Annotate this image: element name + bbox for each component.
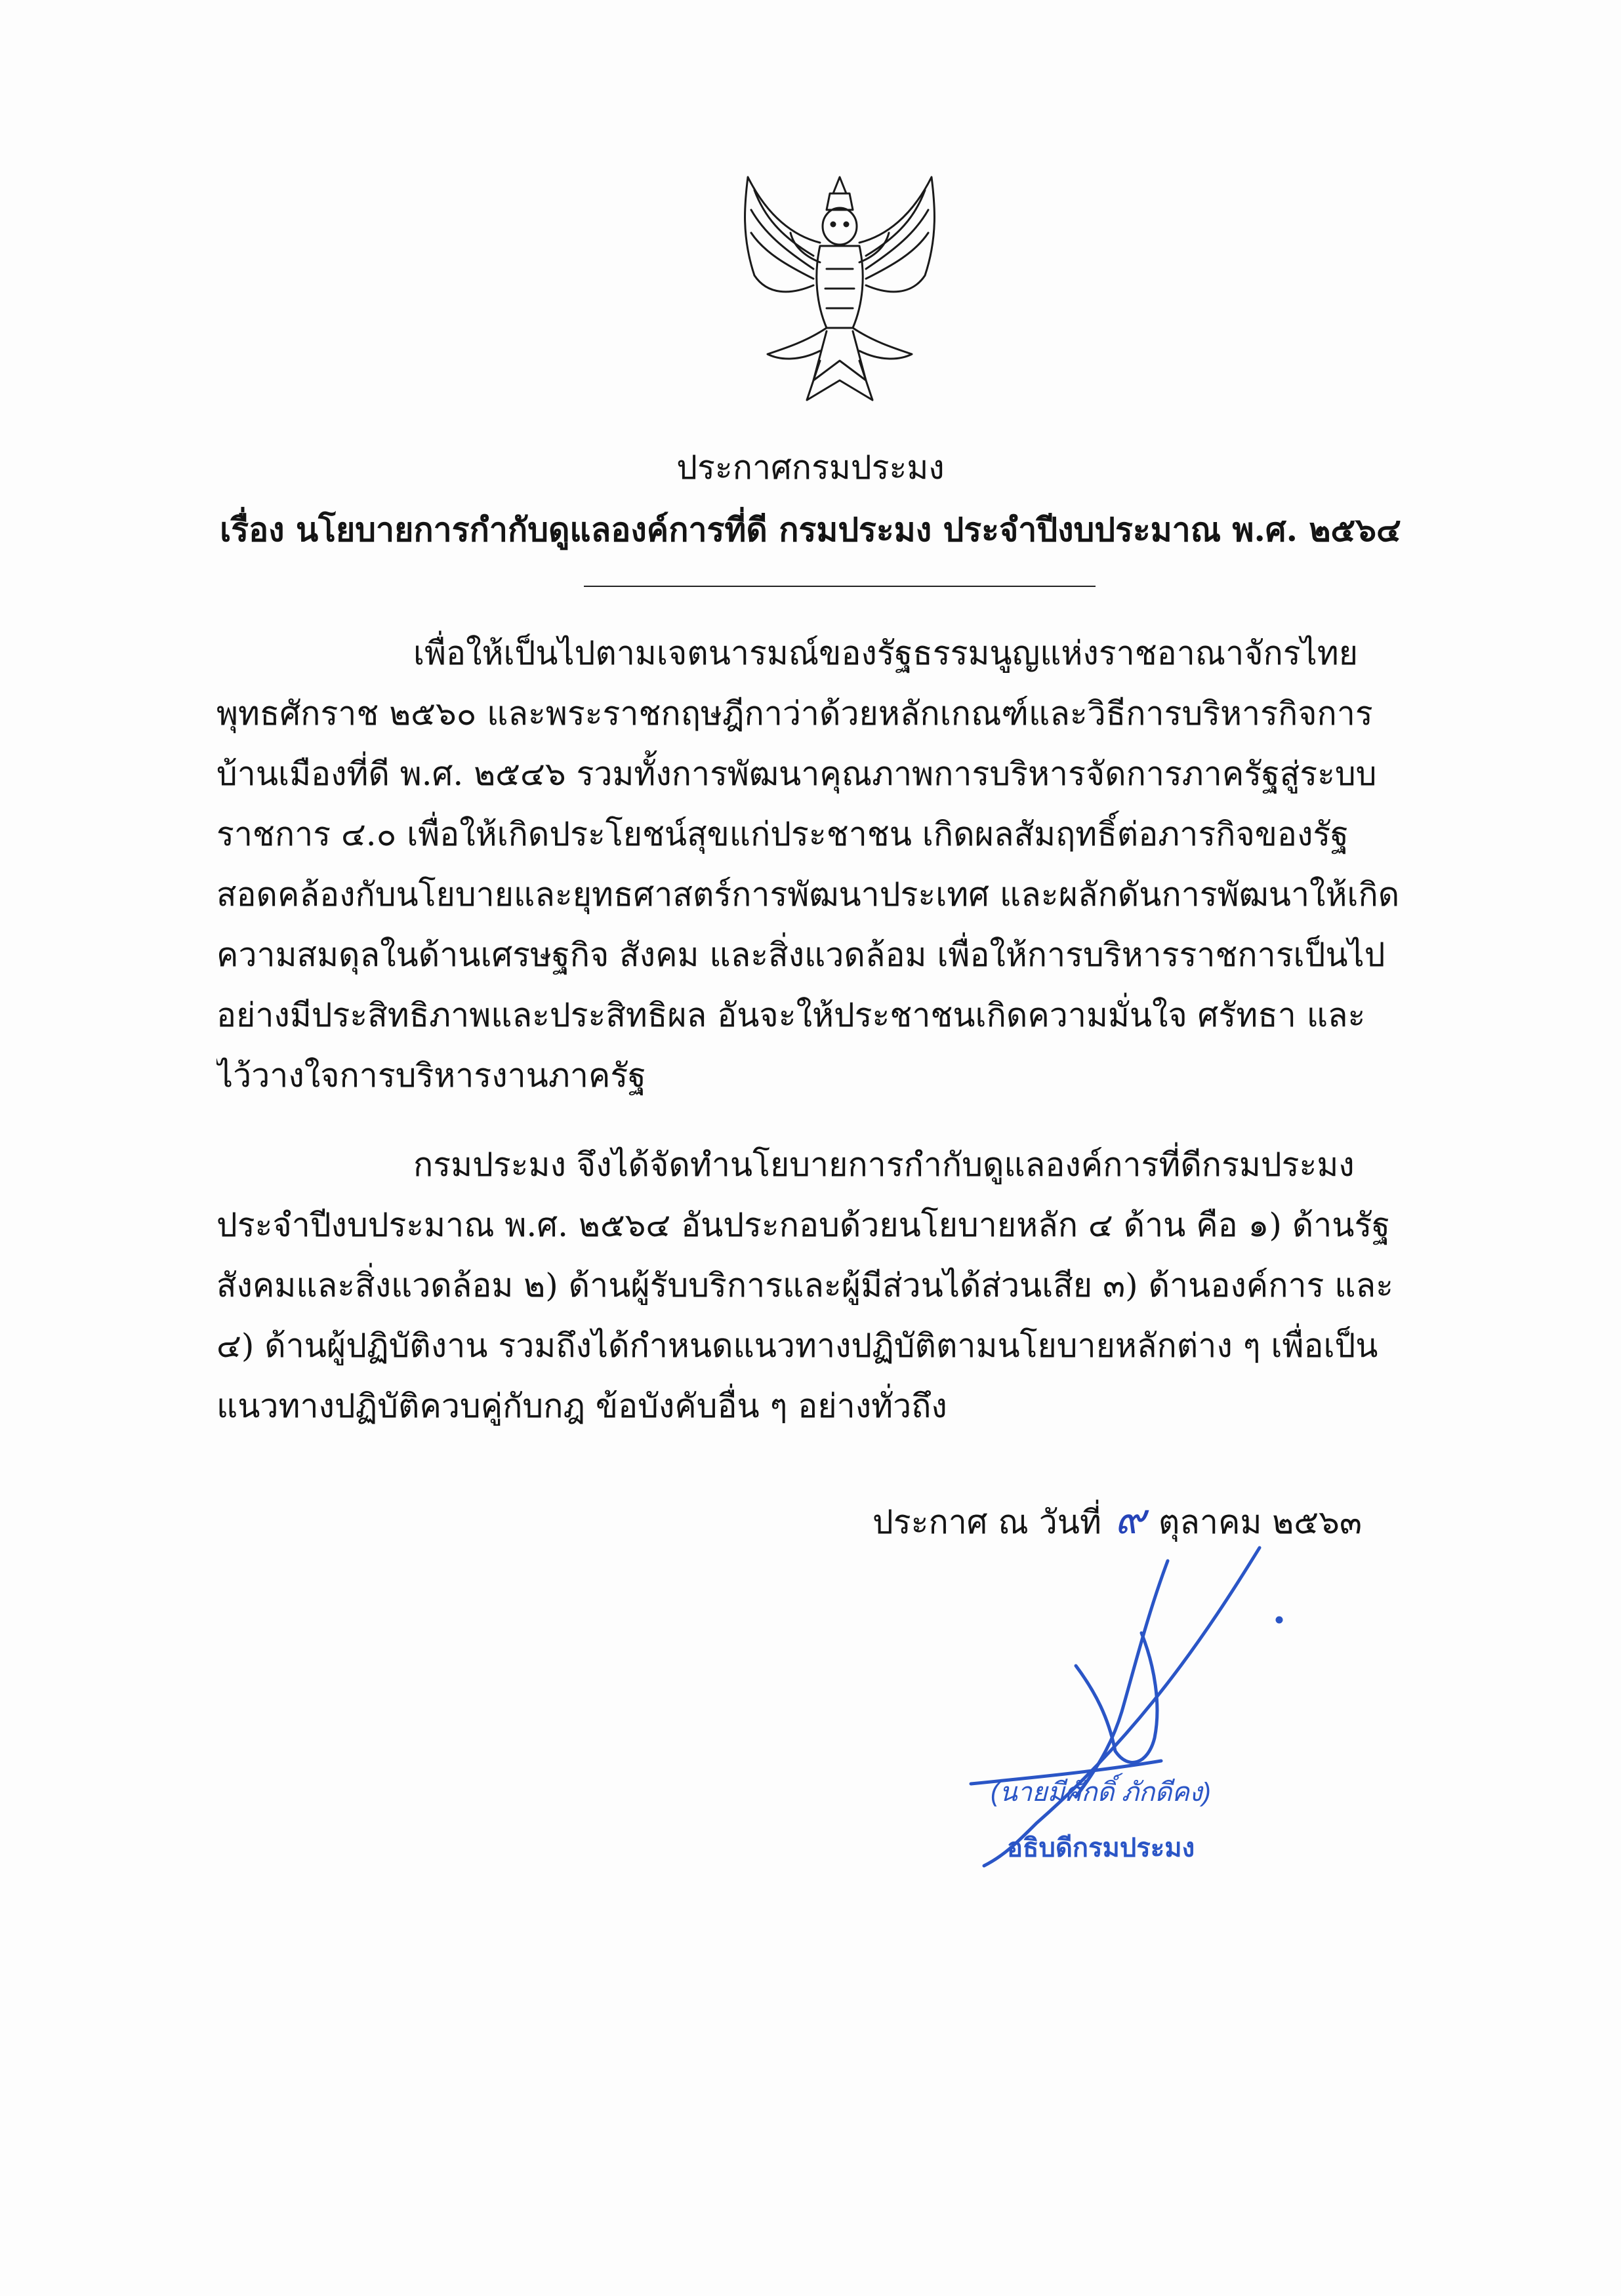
handwritten-signature	[945, 1535, 1312, 1876]
paragraph-line: สอดคล้องกับนโยบายและยุทธศาสตร์การพัฒนาประเทศ และผลักดันการพัฒนาให้เกิด	[216, 876, 1400, 914]
paragraph-line: บ้านเมืองที่ดี พ.ศ. ๒๕๔๖ รวมทั้งการพัฒนาคุณภาพการบริหารจัดการภาครัฐสู่ระบบ	[216, 755, 1377, 793]
paragraph-line: แนวทางปฏิบัติควบคู่กับกฎ ข้อบังคับอื่น ๆ อย่างทั่วถึง	[216, 1387, 947, 1425]
dateline-prefix: ประกาศ ณ วันที่	[872, 1503, 1101, 1541]
paragraph-line: ราชการ ๔.๐ เพื่อให้เกิดประโยชน์สุขแก่ประชาชน เกิดผลสัมฤทธิ์ต่อภารกิจของรัฐ	[216, 815, 1349, 853]
paragraph-line: กรมประมง จึงได้จัดทำนโยบายการกำกับดูแลองค์การที่ดีกรมประมง	[413, 1146, 1355, 1184]
paragraph-line: ๔) ด้านผู้ปฏิบัติงาน รวมถึงได้กำหนดแนวทางปฏิบัติตามนโยบายหลักต่าง ๆ เพื่อเป็น	[216, 1327, 1378, 1365]
body-paragraph-1	[216, 623, 1463, 1106]
paragraph-line: ความสมดุลในด้านเศรษฐกิจ สังคม และสิ่งแวดล้อม เพื่อให้การบริหารราชการเป็นไป	[216, 936, 1385, 974]
body-paragraph-2	[216, 1135, 1463, 1436]
announcement-subject: เรื่อง นโยบายการกำกับดูแลองค์การที่ดี กรมประมง ประจำปีงบประมาณ พ.ศ. ๒๕๖๔	[220, 510, 1401, 549]
signatory-name: (นายมีศักดิ์ ภักดีคง)	[991, 1778, 1211, 1807]
heading-divider	[584, 586, 1096, 587]
paragraph-line: สังคมและสิ่งแวดล้อม ๒) ด้านผู้รับบริการและผู้มีส่วนได้ส่วนเสีย ๓) ด้านองค์การ และ	[216, 1266, 1394, 1304]
paragraph-line: อย่างมีประสิทธิภาพและประสิทธิผล อันจะให้ประชาชนเกิดความมั่นใจ ศรัทธา และ	[216, 996, 1366, 1034]
paragraph-line: พุทธศักราช ๒๕๖๐ และพระราชกฤษฎีกาว่าด้วยหลักเกณฑ์และวิธีการบริหารกิจการ	[216, 695, 1373, 733]
announcement-title: ประกาศกรมประมง	[676, 449, 945, 487]
paragraph-line: เพื่อให้เป็นไปตามเจตนารมณ์ของรัฐธรรมนูญแห่งราชอาณาจักรไทย	[413, 634, 1359, 672]
dateline-month-year: ตุลาคม ๒๕๖๓	[1158, 1503, 1363, 1541]
garuda-emblem-icon	[728, 164, 951, 413]
paragraph-line: ประจำปีงบประมาณ พ.ศ. ๒๕๖๔ อันประกอบด้วยนโยบายหลัก ๔ ด้าน คือ ๑) ด้านรัฐ	[216, 1206, 1390, 1244]
dateline-day: ๙	[1114, 1496, 1145, 1542]
signatory-title: อธิบดีกรมประมง	[1007, 1834, 1195, 1863]
paragraph-line: ไว้วางใจการบริหารงานภาครัฐ	[216, 1057, 646, 1095]
